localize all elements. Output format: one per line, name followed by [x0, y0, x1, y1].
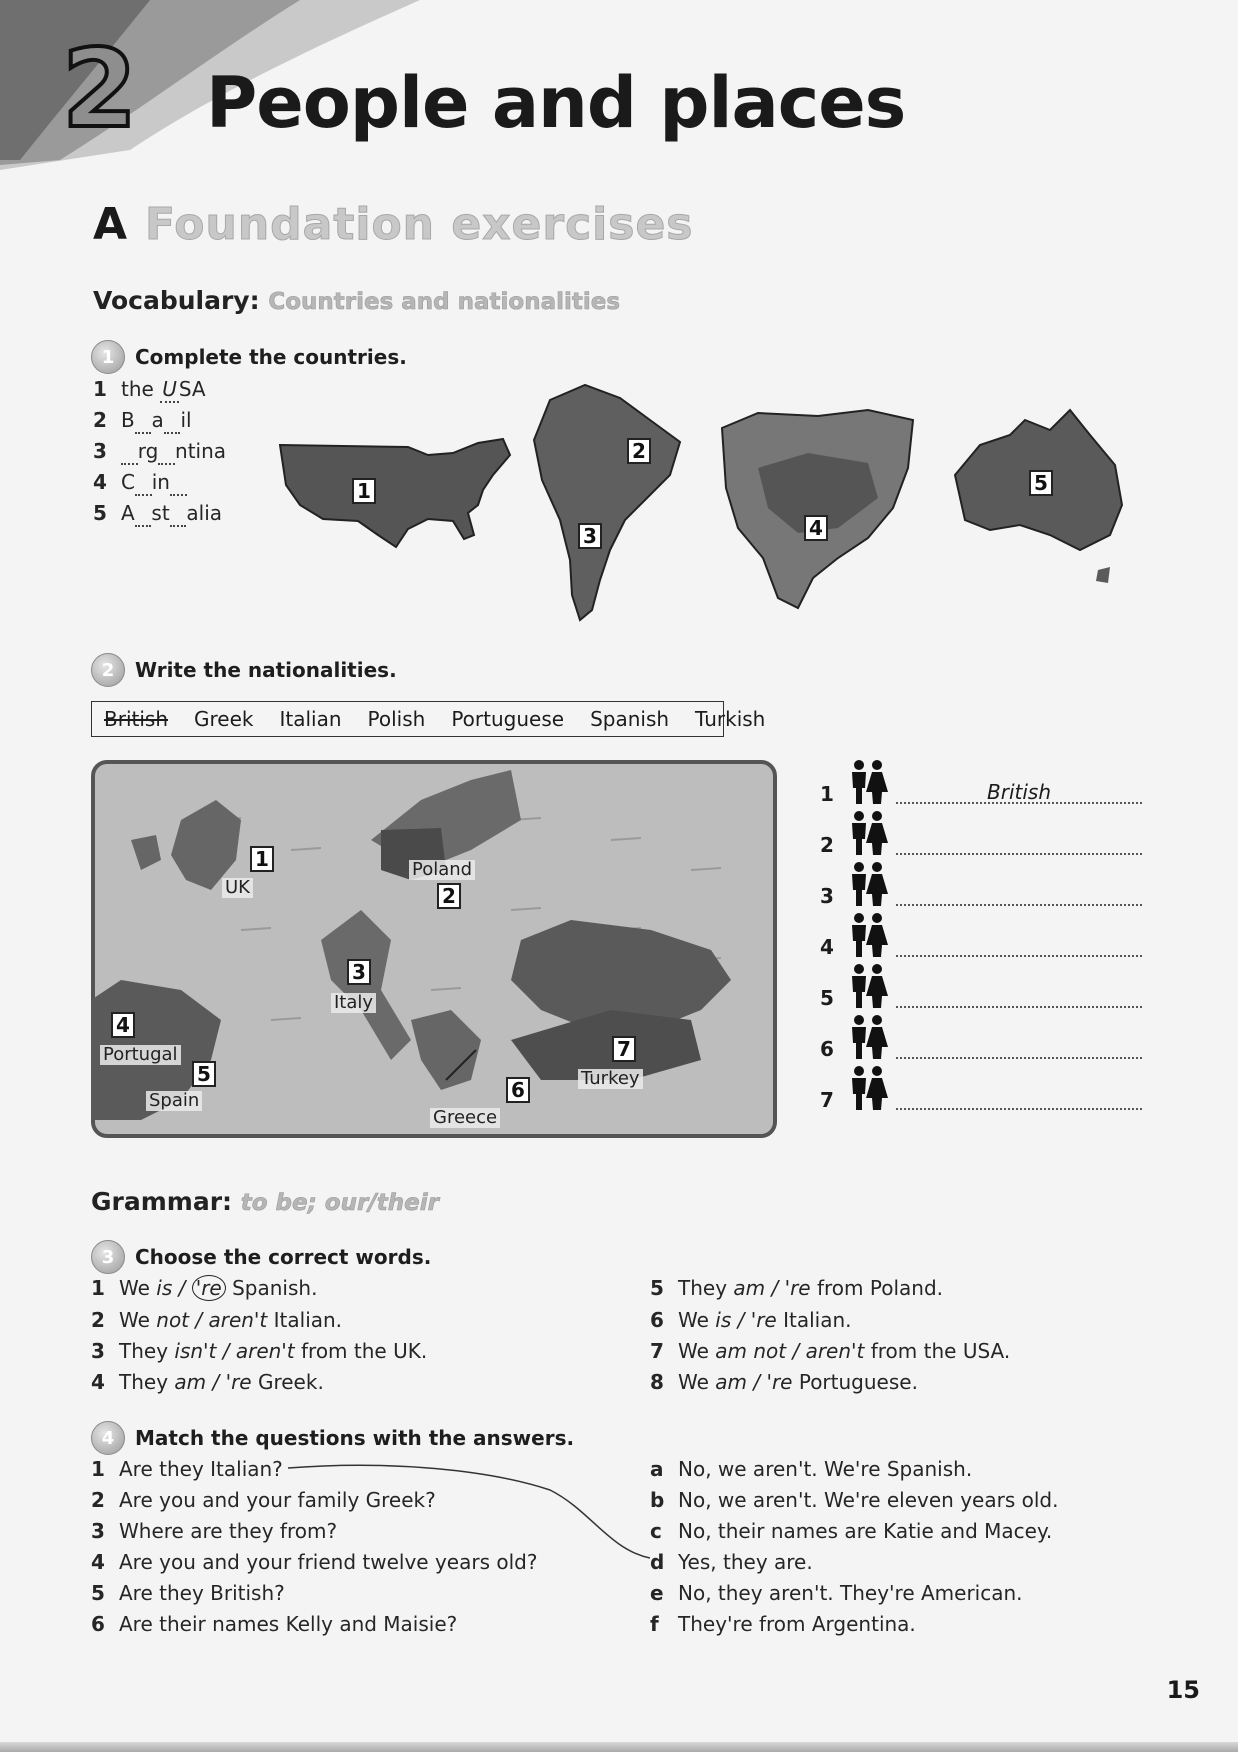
europe-label-7-country: Turkey [578, 1069, 643, 1089]
exercise-3-heading [91, 1240, 431, 1274]
section-letter: A [93, 199, 128, 250]
ex3-item-7 [650, 1341, 1010, 1361]
ex1-item-3 [93, 441, 226, 461]
ex4-question-5 [91, 1583, 285, 1603]
item-number: 5 [91, 1581, 105, 1605]
item-text: Italian. [267, 1308, 343, 1332]
item-number: 1 [91, 1276, 105, 1300]
item-text: from Poland. [810, 1276, 943, 1300]
europe-label-1-country: UK [222, 878, 253, 898]
map-label-3: 3 [578, 523, 602, 549]
item-text: We [678, 1339, 716, 1363]
ex1-item-5 [93, 503, 222, 523]
row-number: 5 [820, 986, 834, 1010]
nationality-row-5 [820, 964, 1142, 1008]
vocabulary-heading [93, 288, 620, 314]
ex1-item-2 [93, 410, 192, 430]
unit-number: 2 [62, 27, 134, 152]
option-text[interactable]: am / 're [715, 1370, 793, 1394]
answer-line[interactable] [896, 1035, 1142, 1059]
vocabulary-label: Vocabulary: [93, 286, 260, 315]
ex4-answer-e [650, 1583, 1023, 1603]
word-bank [91, 701, 766, 737]
item-number: 4 [91, 1370, 105, 1394]
exercise-1-heading [91, 340, 407, 374]
item-text: rg [137, 439, 159, 463]
item-text: We [678, 1308, 716, 1332]
map-label-5: 5 [1029, 470, 1053, 496]
answer-line[interactable] [896, 1086, 1142, 1110]
item-number: 2 [91, 1308, 105, 1332]
item-number: 7 [650, 1339, 664, 1363]
item-text: il [180, 408, 192, 432]
word-bank-item: Polish [367, 707, 426, 731]
answer-blank[interactable] [135, 501, 152, 527]
item-text: Italian. [776, 1308, 852, 1332]
answer-line[interactable] [896, 882, 1142, 906]
answer-letter: a [650, 1457, 664, 1481]
option-text[interactable]: is / 're [715, 1308, 777, 1332]
item-number: 2 [91, 1488, 105, 1512]
question-text[interactable]: Are they Italian? [119, 1457, 283, 1481]
people-icon [848, 1066, 888, 1110]
ex3-item-1 [91, 1278, 317, 1298]
grammar-topic: to be; our/their [240, 1190, 439, 1216]
europe-label-3-country: Italy [331, 993, 376, 1013]
item-number: 2 [93, 408, 107, 432]
grammar-heading [91, 1189, 439, 1215]
item-number: 3 [91, 1519, 105, 1543]
item-text: SA [178, 377, 206, 401]
question-text[interactable]: Where are they from? [119, 1519, 338, 1543]
exercise-1-instruction: Complete the countries. [135, 345, 407, 369]
word-bank-item: Portuguese [451, 707, 565, 731]
people-icon [848, 811, 888, 855]
row-number: 3 [820, 884, 834, 908]
item-number: 1 [93, 377, 107, 401]
item-text: st [151, 501, 170, 525]
europe-label-2-country: Poland [409, 860, 475, 880]
exercise-3-badge: 3 [91, 1240, 125, 1274]
question-text[interactable]: Are their names Kelly and Maisie? [119, 1612, 458, 1636]
item-number: 5 [650, 1276, 664, 1300]
answer-letter: e [650, 1581, 664, 1605]
item-text: A [121, 501, 135, 525]
answer-line[interactable] [896, 831, 1142, 855]
exercise-4-heading [91, 1421, 574, 1455]
option-text[interactable]: am not / aren't [715, 1339, 865, 1363]
option-text[interactable]: is / [156, 1276, 192, 1300]
answer-text[interactable]: No, we aren't. We're eleven years old. [678, 1488, 1059, 1512]
word-bank-item: Spanish [590, 707, 670, 731]
ex4-question-6 [91, 1614, 457, 1634]
item-text: They [119, 1339, 175, 1363]
row-number: 4 [820, 935, 834, 959]
item-text: from the USA. [864, 1339, 1011, 1363]
option-text[interactable]: not / aren't [156, 1308, 268, 1332]
item-number: 3 [93, 439, 107, 463]
map-label-1: 1 [352, 478, 376, 504]
answer-letter: b [650, 1488, 665, 1512]
europe-label-6-country: Greece [430, 1108, 500, 1128]
europe-label-5-number: 5 [192, 1061, 216, 1087]
map-label-2: 2 [627, 438, 651, 464]
australia-map [950, 405, 1125, 595]
grammar-label: Grammar: [91, 1187, 233, 1216]
europe-label-4-number: 4 [111, 1012, 135, 1038]
exercise-2-badge: 2 [91, 653, 125, 687]
answer-blank[interactable] [164, 408, 181, 434]
answer-text[interactable]: Yes, they are. [678, 1550, 813, 1574]
row-number: 1 [820, 782, 834, 806]
ex4-answer-a [650, 1459, 972, 1479]
section-title: Foundation exercises [145, 199, 694, 250]
answer-letter: f [650, 1612, 659, 1636]
item-text: We [119, 1276, 157, 1300]
row-number: 2 [820, 833, 834, 857]
answer-text[interactable]: No, we aren't. We're Spanish. [678, 1457, 973, 1481]
nationality-row-7 [820, 1066, 1142, 1110]
people-icon [848, 862, 888, 906]
item-text: They [119, 1370, 175, 1394]
europe-label-4-country: Portugal [100, 1045, 181, 1065]
item-text: C [121, 470, 135, 494]
unit-title: People and places [206, 62, 906, 144]
word-bank-item: Turkish [695, 707, 766, 731]
answer-line[interactable] [896, 984, 1142, 1008]
page-number: 15 [1166, 1676, 1200, 1704]
answer-blank[interactable] [170, 470, 187, 496]
item-text: the [121, 377, 161, 401]
item-text: from the UK. [294, 1339, 428, 1363]
people-icon [848, 913, 888, 957]
answer-line[interactable] [896, 933, 1142, 957]
option-text[interactable]: am / 're [733, 1276, 811, 1300]
people-icon [848, 760, 888, 804]
answer-blank[interactable] [158, 439, 175, 465]
question-text[interactable]: Are you and your family Greek? [119, 1488, 436, 1512]
vocabulary-topic: Countries and nationalities [268, 289, 621, 315]
word-bank-item: Greek [194, 707, 254, 731]
item-number: 6 [650, 1308, 664, 1332]
answer-text[interactable]: They're from Argentina. [678, 1612, 916, 1636]
exercise-4-badge: 4 [91, 1421, 125, 1455]
nationality-row-2 [820, 811, 1142, 855]
item-number: 4 [91, 1550, 105, 1574]
option-text[interactable]: isn't / aren't [174, 1339, 295, 1363]
item-number: 4 [93, 470, 107, 494]
nationality-row-4 [820, 913, 1142, 957]
usa-map [278, 435, 514, 550]
item-number: 8 [650, 1370, 664, 1394]
item-text: Greek. [251, 1370, 324, 1394]
answer-blank[interactable] [135, 470, 152, 496]
item-text: Portuguese. [792, 1370, 918, 1394]
item-text: alia [186, 501, 223, 525]
item-text: They [678, 1276, 734, 1300]
people-icon [848, 964, 888, 1008]
question-text[interactable]: Are you and your friend twelve years old? [119, 1550, 538, 1574]
exercise-1-badge: 1 [91, 340, 125, 374]
item-number: 6 [91, 1612, 105, 1636]
answer-text[interactable]: No, they aren't. They're American. [678, 1581, 1023, 1605]
ex1-item-4 [93, 472, 187, 492]
item-text: Spanish. [225, 1276, 318, 1300]
circled-answer[interactable]: 're [192, 1275, 226, 1301]
row-number: 7 [820, 1088, 834, 1112]
answer-blank[interactable] [135, 408, 152, 434]
exercise-2-heading [91, 653, 397, 687]
europe-label-7-number: 7 [612, 1036, 636, 1062]
answer-letter: d [650, 1550, 665, 1574]
matching-line [270, 1460, 650, 1570]
item-number: 1 [91, 1457, 105, 1481]
question-text[interactable]: Are they British? [119, 1581, 285, 1605]
answer-text[interactable]: No, their names are Katie and Macey. [678, 1519, 1053, 1543]
option-text[interactable]: am / 're [174, 1370, 252, 1394]
item-text: ntina [175, 439, 227, 463]
ex1-item-1 [93, 379, 206, 399]
europe-label-5-country: Spain [146, 1091, 202, 1111]
answer-blank[interactable]: U [162, 377, 177, 401]
item-number: 3 [91, 1339, 105, 1363]
europe-label-2-number: 2 [437, 883, 461, 909]
nationality-row-6 [820, 1015, 1142, 1059]
ex4-question-1 [91, 1459, 283, 1479]
row-number: 6 [820, 1037, 834, 1061]
ex3-item-2 [91, 1310, 342, 1330]
exercise-2-instruction: Write the nationalities. [135, 658, 397, 682]
ex3-item-6 [650, 1310, 852, 1330]
exercise-3-instruction: Choose the correct words. [135, 1245, 432, 1269]
answer-line[interactable]: British [896, 780, 1142, 804]
exercise-4-instruction: Match the questions with the answers. [135, 1426, 575, 1450]
ex4-answer-b [650, 1490, 1058, 1510]
item-text: We [119, 1308, 157, 1332]
answer-blank[interactable] [170, 501, 187, 527]
bottom-edge-bar [0, 1742, 1238, 1752]
ex3-item-3 [91, 1341, 427, 1361]
ex4-answer-c [650, 1521, 1052, 1541]
ex3-item-4 [91, 1372, 324, 1392]
answer-blank[interactable] [121, 439, 138, 465]
ex4-answer-f [650, 1614, 916, 1634]
nationality-row-3 [820, 862, 1142, 906]
answer-letter: c [650, 1519, 662, 1543]
people-icon [848, 1015, 888, 1059]
south-america-map [530, 380, 685, 625]
europe-label-6-number: 6 [506, 1077, 530, 1103]
word-bank-item: Italian [279, 707, 342, 731]
item-number: 5 [93, 501, 107, 525]
europe-label-3-number: 3 [347, 959, 371, 985]
word-bank-item: British [104, 707, 168, 731]
ex4-answer-d [650, 1552, 813, 1572]
ex3-item-5 [650, 1278, 943, 1298]
nationality-row-1 [820, 760, 1142, 804]
item-text: B [121, 408, 135, 432]
item-text: in [151, 470, 170, 494]
item-text: a [151, 408, 164, 432]
map-label-4: 4 [804, 515, 828, 541]
europe-label-1-number: 1 [250, 846, 274, 872]
item-text: We [678, 1370, 716, 1394]
ex3-item-8 [650, 1372, 918, 1392]
